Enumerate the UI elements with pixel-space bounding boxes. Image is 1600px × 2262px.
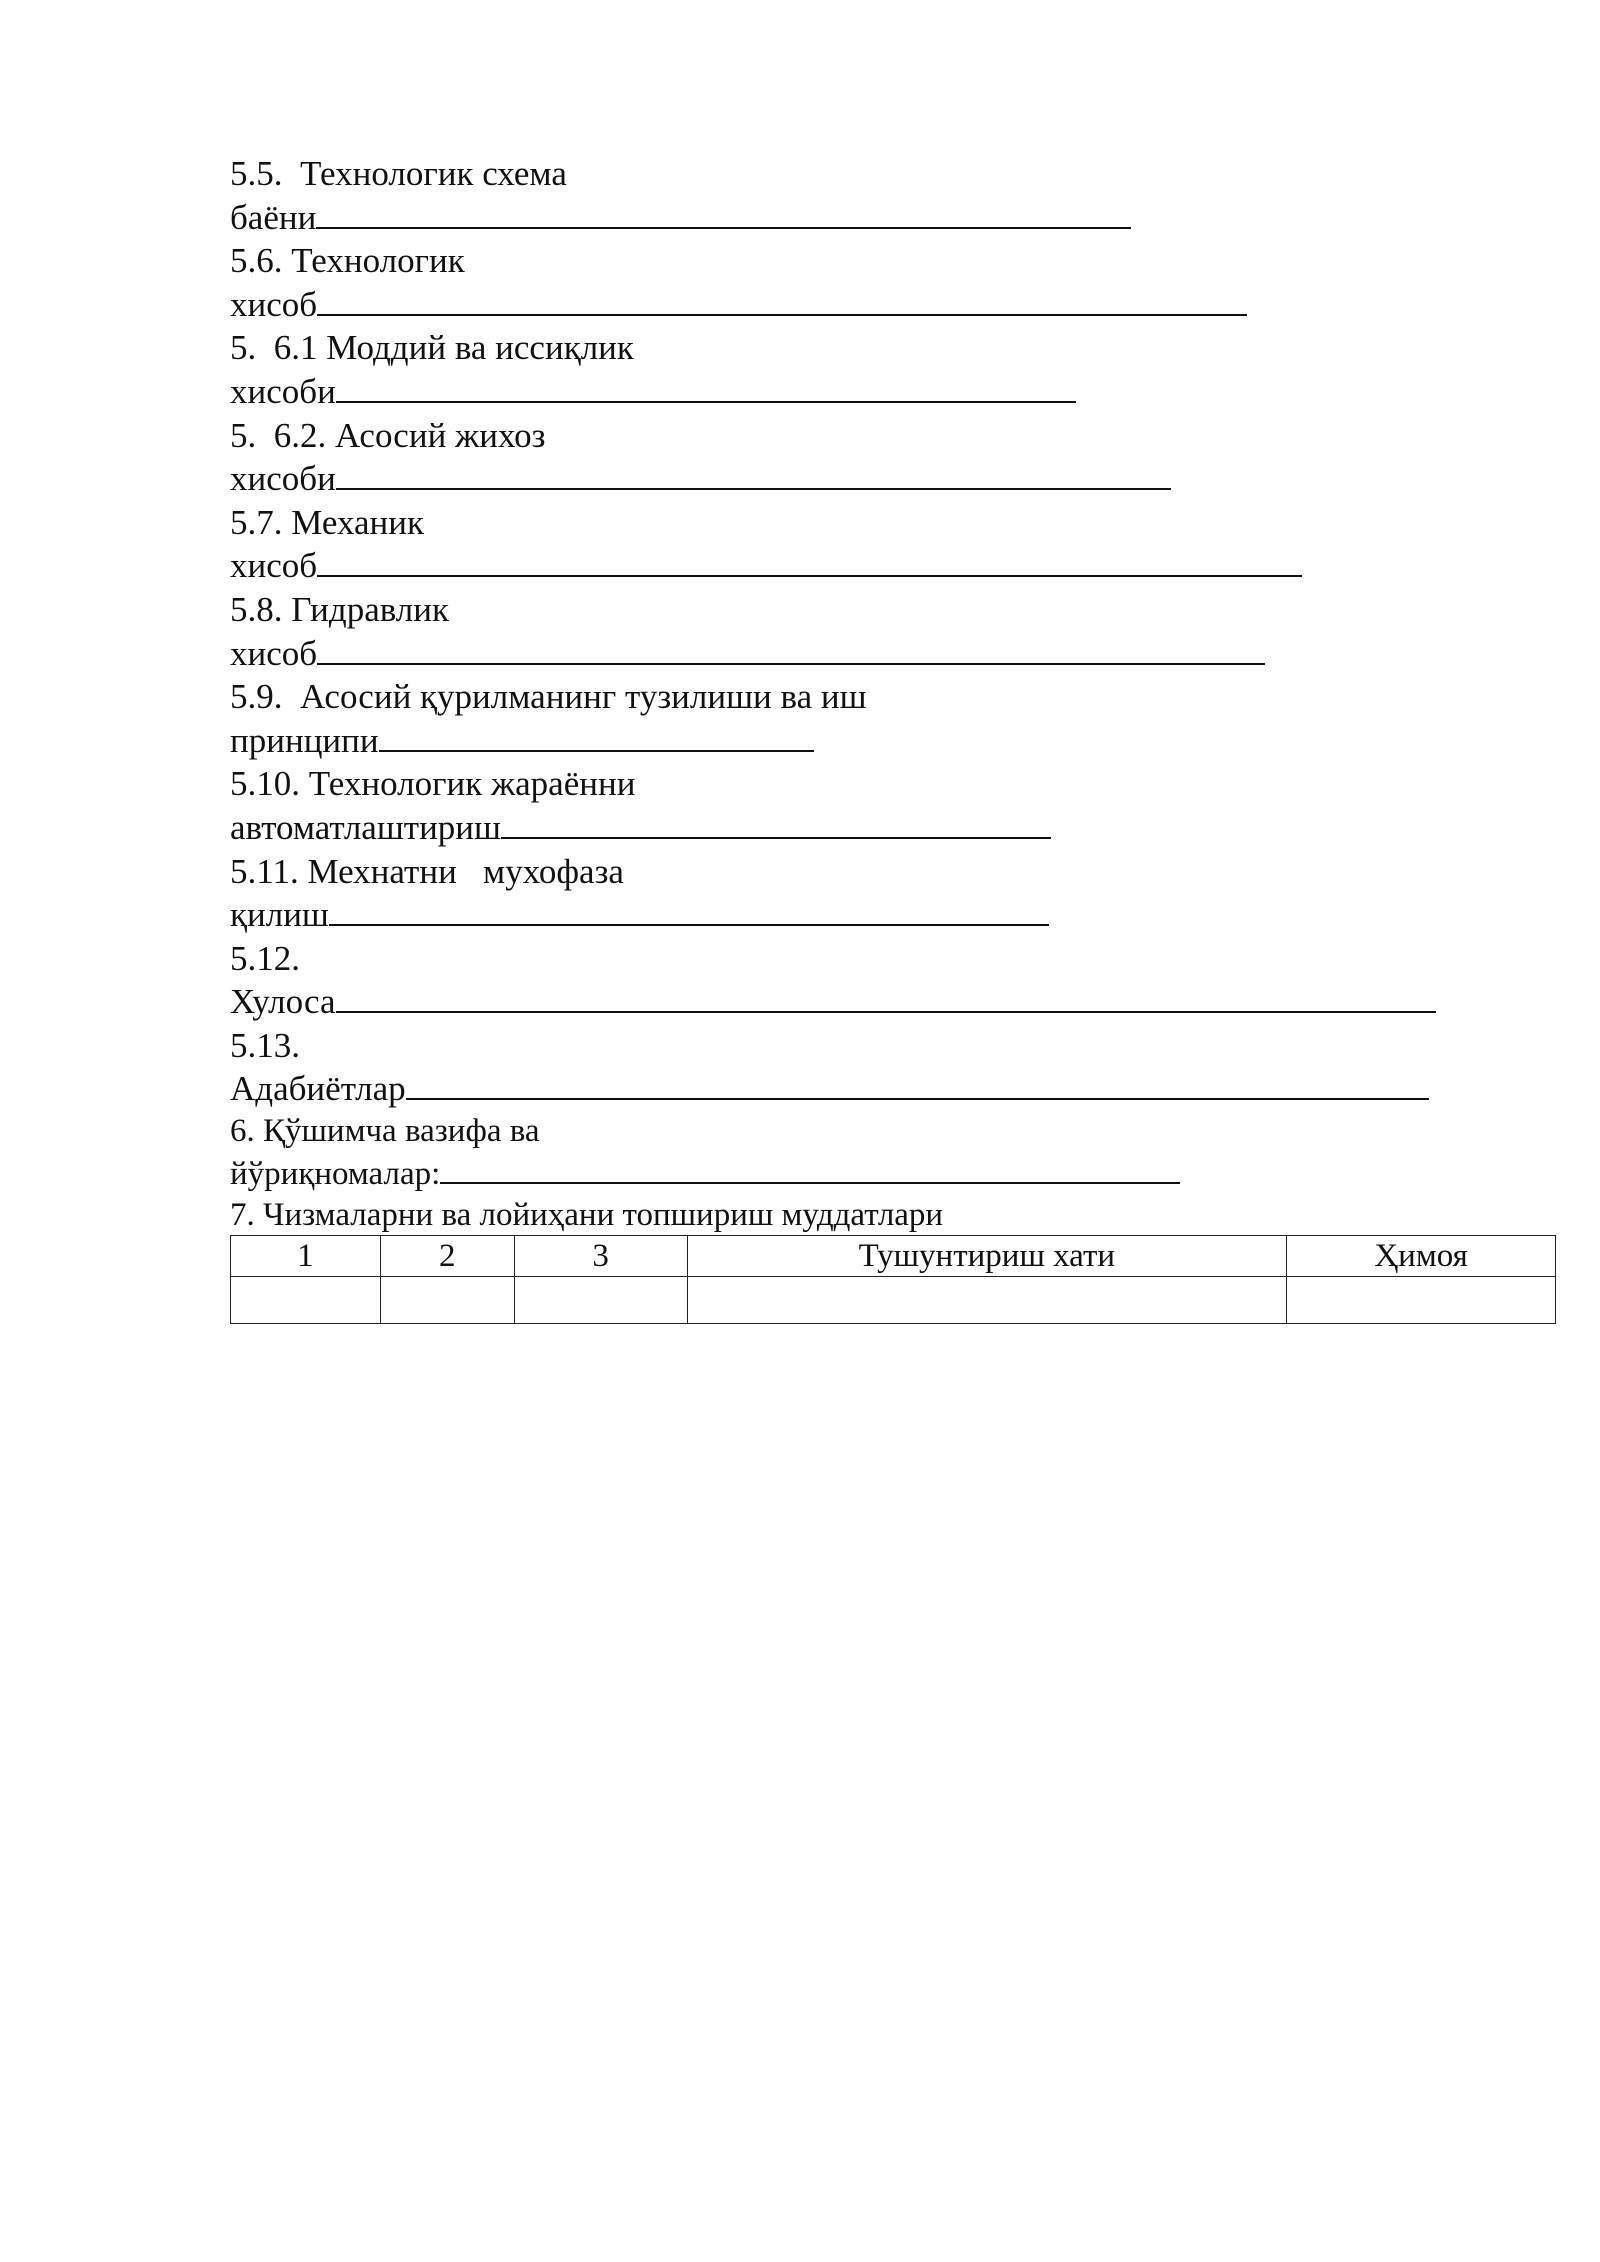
item-label: хисоб <box>230 284 318 324</box>
table-row <box>231 1277 1556 1324</box>
blank-fill-line[interactable] <box>379 720 814 752</box>
item-heading: 5. 6.2. Асосий жихоз <box>230 415 546 455</box>
item-heading: 5.9. Асосий қурилманинг тузилиши ва иш <box>230 677 867 717</box>
schedule-table <box>230 1235 1556 1324</box>
item-5-6-2 <box>230 414 1560 501</box>
item-label: принципи <box>230 720 379 760</box>
item-label: Хулоса <box>230 982 336 1022</box>
table-cell[interactable] <box>1287 1277 1556 1324</box>
blank-fill-line[interactable] <box>501 807 1051 839</box>
item-heading: 5.10. Технологик жараённи <box>230 764 636 804</box>
table-header-cell: Тушунтириш хати <box>687 1236 1287 1277</box>
blank-fill-line[interactable] <box>336 981 1436 1013</box>
item-heading: 5.6. Технологик <box>230 241 465 281</box>
item-6 <box>230 1111 1560 1195</box>
item-5-9 <box>230 675 1560 762</box>
item-heading: 5.8. Гидравлик <box>230 589 449 629</box>
table-header-row <box>231 1236 1556 1277</box>
blank-fill-line[interactable] <box>336 371 1076 403</box>
table-cell[interactable] <box>380 1277 514 1324</box>
item-5-7 <box>230 501 1560 588</box>
table-cell[interactable] <box>687 1277 1287 1324</box>
item-heading: 5.7. Механик <box>230 502 425 542</box>
item-5-13 <box>230 1024 1560 1111</box>
item-label: Адабиётлар <box>230 1069 406 1109</box>
table-header-cell: 1 <box>231 1236 381 1277</box>
blank-fill-line[interactable] <box>336 458 1171 490</box>
item-5-8 <box>230 588 1560 675</box>
blank-fill-line[interactable] <box>440 1152 1180 1184</box>
blank-fill-line[interactable] <box>316 197 1131 229</box>
document-page <box>230 152 1560 1324</box>
blank-fill-line[interactable] <box>317 545 1302 577</box>
item-heading: 5.5. Технологик схема <box>230 154 567 193</box>
item-label: хисоби <box>230 371 336 411</box>
item-5-11 <box>230 850 1560 937</box>
item-label: хисоби <box>230 459 336 499</box>
blank-fill-line[interactable] <box>317 633 1265 665</box>
item-label: хисоб <box>230 633 318 673</box>
item-heading: 5.11. Мехнатни мухофаза <box>230 851 624 891</box>
item-5-6-1 <box>230 326 1560 413</box>
table-header-cell: 3 <box>514 1236 687 1277</box>
item-5-10 <box>230 762 1560 849</box>
item-label: йўриқномалар: <box>230 1156 441 1193</box>
blank-fill-line[interactable] <box>406 1068 1429 1100</box>
table-cell[interactable] <box>231 1277 381 1324</box>
item-label: хисоб <box>230 546 318 586</box>
schedule-title: 7. Чизмаларни ва лойиҳани топшириш муддатлари <box>230 1197 944 1234</box>
item-label: автоматлаштириш <box>230 807 501 847</box>
item-label: қилиш <box>230 895 329 935</box>
item-5-6 <box>230 239 1560 326</box>
item-heading: 6. Қўшимча вазифа ва <box>230 1113 540 1150</box>
item-5-12 <box>230 937 1560 1024</box>
table-header-cell: Ҳимоя <box>1287 1236 1556 1277</box>
table-cell[interactable] <box>514 1277 687 1324</box>
item-heading: 5.13. <box>230 1025 300 1065</box>
blank-fill-line[interactable] <box>329 894 1049 926</box>
item-label: баёни <box>230 197 317 237</box>
item-heading: 5. 6.1 Моддий ва иссиқлик <box>230 328 634 368</box>
item-heading: 5.12. <box>230 938 300 978</box>
item-5-5 <box>230 152 1560 239</box>
table-header-cell: 2 <box>380 1236 514 1277</box>
blank-fill-line[interactable] <box>317 284 1247 316</box>
